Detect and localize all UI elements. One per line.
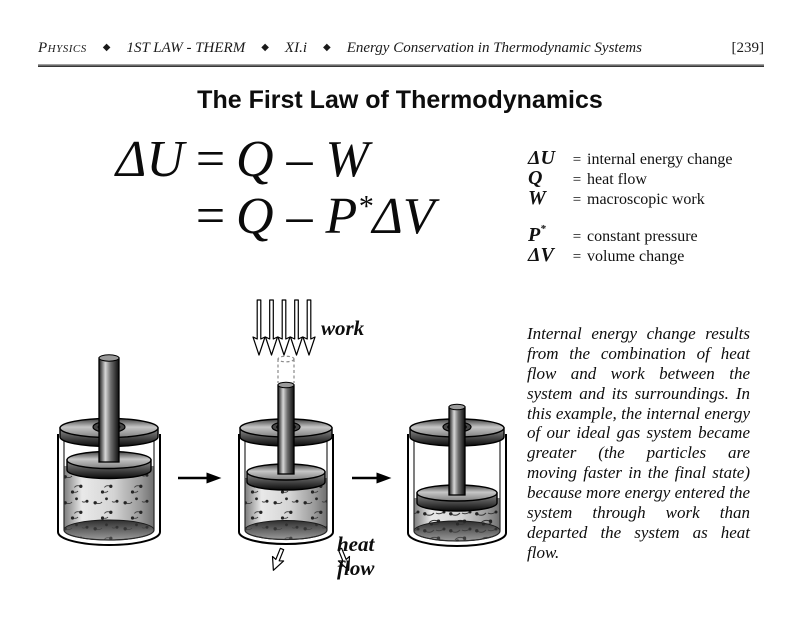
legend-symbol: ΔV <box>528 244 554 266</box>
legend-definition: heat flow <box>587 171 647 188</box>
equation-rhs: Q – W <box>236 131 369 188</box>
piston-work-state <box>239 300 376 580</box>
equation-rhs <box>236 188 435 245</box>
diamond-separator-icon: ◆ <box>322 42 331 53</box>
legend-definition: volume change <box>587 248 685 265</box>
legend-definition: constant pressure <box>587 228 698 245</box>
legend-row <box>528 244 732 264</box>
equation-line-1 <box>110 131 435 191</box>
heat-flow-label-line1: heat <box>337 532 375 556</box>
diamond-separator-icon: ◆ <box>261 42 269 53</box>
equation-line-2 <box>110 188 435 248</box>
thermodynamics-figure <box>30 288 530 617</box>
legend-symbol: W <box>528 187 546 209</box>
legend-symbol: Q <box>528 167 543 189</box>
asterisk-superscript: * <box>357 189 373 224</box>
rod-ghost-outline <box>278 356 294 383</box>
work-label: work <box>321 316 365 340</box>
work-arrows-icon <box>253 300 315 355</box>
legend-definition: macroscopic work <box>587 191 705 208</box>
equals-sign: = <box>572 249 582 265</box>
stage-arrow-2 <box>352 473 390 483</box>
equation-rhs-post: ΔV <box>372 188 435 245</box>
first-law-equation <box>110 131 435 248</box>
symbol-legend <box>528 147 732 264</box>
legend-definition: internal energy change <box>587 151 733 168</box>
page-number: [239] <box>731 40 764 56</box>
equals-sign: = <box>572 152 582 168</box>
heat-flow-label-line2: flow <box>337 556 375 580</box>
header-rule <box>38 64 764 67</box>
piston-initial-state <box>58 355 160 545</box>
legend-row <box>528 224 732 244</box>
header-section: 1ST LAW - THERM <box>126 40 246 56</box>
legend-row <box>528 187 732 207</box>
legend-symbol: P* <box>528 223 546 246</box>
piston-final-state <box>408 404 506 546</box>
equals-sign: = <box>192 131 228 188</box>
legend-row <box>528 147 732 167</box>
equals-sign: = <box>192 188 228 245</box>
equals-sign: = <box>572 229 582 245</box>
page-title: The First Law of Thermodynamics <box>197 86 603 114</box>
equals-sign: = <box>572 172 582 188</box>
legend-row <box>528 167 732 187</box>
equation-rhs-pre: Q – P <box>236 188 358 245</box>
explanation-paragraph: Internal energy change results from the combination of heat flow and work between the system and its surroundings. In this example, the internal energy of our ideal gas system became greater (the particles are moving faster in the final state) because more energy entered the system through work than departed the system as heat flow. <box>527 324 750 562</box>
legend-symbol: ΔU <box>528 147 555 169</box>
header-index: XI.i <box>284 40 307 56</box>
header-subject: Physics <box>38 40 87 56</box>
equation-lhs: ΔU <box>115 131 184 188</box>
header-topic: Energy Conservation in Thermodynamic Systems <box>346 40 642 56</box>
equals-sign: = <box>572 192 582 208</box>
page-header <box>38 40 764 57</box>
diamond-separator-icon: ◆ <box>102 42 111 53</box>
stage-arrow-1 <box>178 473 220 483</box>
